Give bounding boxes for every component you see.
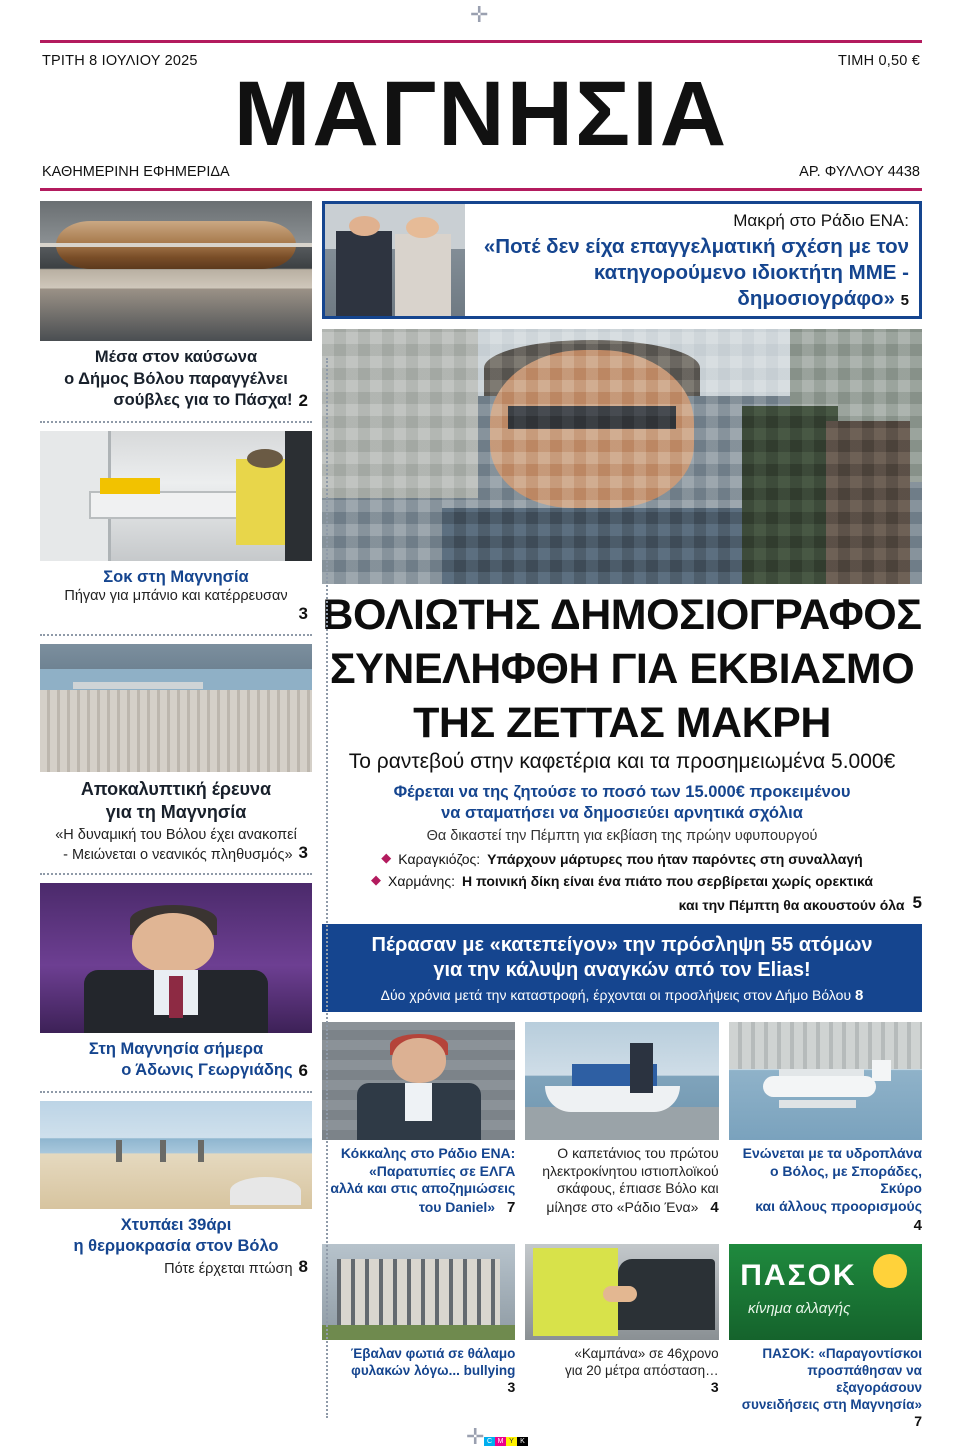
- pasok-logo-photo: [729, 1244, 922, 1340]
- pasok-logo-subtext: κίνημα αλλαγής: [747, 1299, 851, 1317]
- seaplane-photo: [729, 1022, 922, 1140]
- teaser-prison-page: 3: [507, 1379, 516, 1396]
- teaser-research-sub2: - Μειώνεται ο νεανικός πληθυσμός»: [63, 846, 293, 863]
- teaser-georgiadis-line2: ο Άδωνις Γεωργιάδης: [121, 1061, 293, 1079]
- issue-date: ΤΡΙΤΗ 8 ΙΟΥΛΙΟΥ 2025: [42, 53, 198, 69]
- main-bullets: [322, 850, 922, 914]
- teaser-seaplane[interactable]: [729, 1022, 922, 1235]
- teaser-sailboat[interactable]: [525, 1022, 718, 1235]
- diamond-bullet-icon: ◆: [381, 849, 392, 865]
- blue-box-line2: για την κάλυψη αναγκών από τον Elias!: [433, 959, 811, 982]
- page-content: [40, 201, 922, 1430]
- cmyk-k: K: [517, 1437, 528, 1446]
- teaser-heat-page: 8: [298, 1257, 308, 1277]
- bullet-speaker-2: Χαρμάνης:: [388, 873, 455, 890]
- teaser-research-sub1: «Η δυναμική του Βόλου έχει ανακοπεί: [55, 826, 297, 843]
- prison-photo: [322, 1244, 515, 1340]
- main-lead-line2: να σταματήσει να δημοσιεύει αρνητικά σχόλια: [441, 804, 803, 823]
- blue-box-subline-row: [334, 987, 910, 1004]
- teaser-shock-subline: Πήγαν για μπάνιο και κατέρρευσαν: [64, 587, 288, 604]
- teaser-georgiadis[interactable]: [40, 883, 312, 1083]
- banner-headline-line1: «Ποτέ δεν είχα επαγγελματική σχέση με τον: [483, 235, 909, 259]
- teaser-traffic-fine[interactable]: [525, 1244, 718, 1431]
- cmyk-y: Y: [506, 1437, 517, 1446]
- teaser-traffic-page: 3: [710, 1379, 719, 1396]
- teaser-research-line2: για τη Μαγνησία: [105, 801, 247, 822]
- teaser-seaplane-line1: Ενώνεται με τα υδροπλάνα: [742, 1144, 922, 1161]
- banner-headline-line2-row: [475, 260, 909, 311]
- main-headline-line3: ΤΗΣ ΖΕΤΤΑΣ ΜΑΚΡΗ: [413, 699, 831, 748]
- ambulance-photo: [40, 431, 312, 561]
- teaser-sailboat-line1: Ο καπετάνιος του πρώτου: [557, 1144, 719, 1161]
- column-divider: [326, 358, 328, 1418]
- teaser-prison-line1: Έβαλαν φωτιά σε θάλαμο: [350, 1346, 516, 1362]
- right-column: [322, 201, 922, 1430]
- diamond-bullet-icon: ◆: [371, 872, 381, 888]
- teaser-kokkalis[interactable]: [322, 1022, 515, 1235]
- masthead: [40, 40, 922, 191]
- pasok-sun-icon: [873, 1254, 907, 1288]
- teaser-pasok-line2: προσπάθησαν να εξαγοράσουν: [807, 1363, 922, 1396]
- teaser-heat-line1: Χτυπάει 39άρι: [120, 1216, 232, 1235]
- teaser-seaplane-page: 4: [913, 1216, 922, 1234]
- beach-photo: [40, 1101, 312, 1209]
- blurred-journalist-photo: [322, 329, 922, 584]
- teaser-kokkalis-line3: αλλά και στις αποζημιώσεις: [330, 1180, 516, 1197]
- teaser-sailboat-line4: μίλησε στο «Ράδιο Ένα»: [546, 1199, 699, 1216]
- teaser-souvla-line1: Μέσα στον καύσωνα: [94, 348, 258, 367]
- main-headline-line1: ΒΟΛΙΩΤΗΣ ΔΗΜΟΣΙΟΓΡΑΦΟΣ: [322, 591, 922, 640]
- souvla-photo: [40, 201, 312, 341]
- bullet-tail-row: [322, 892, 922, 914]
- main-story-page: 5: [912, 893, 922, 913]
- sailboat-photo: [525, 1022, 718, 1140]
- pasok-logo-text: ΠΑΣΟΚ: [740, 1259, 857, 1293]
- divider: [40, 1091, 312, 1093]
- teaser-pasok-line1: ΠΑΣΟΚ: «Παραγοντίσκοι: [762, 1346, 922, 1362]
- teaser-seaplane-line3: και άλλους προορισμούς: [755, 1198, 922, 1215]
- teaser-prison-line2: φυλακών λόγω... bullying: [351, 1363, 516, 1379]
- teaser-seaplane-line2: ο Βόλος, με Σποράδες, Σκύρο: [769, 1162, 922, 1197]
- blue-box-subline: Δύο χρόνια μετά την καταστροφή, έρχονται οι προσλήψεις στον Δήμο Βόλου: [380, 986, 852, 1003]
- teaser-sailboat-line2: ηλεκτροκίνητου ιστιοπλοϊκού: [542, 1162, 719, 1179]
- newspaper-page: [40, 40, 922, 1430]
- teaser-pasok-page: 7: [914, 1413, 922, 1430]
- teaser-row-2: [322, 1244, 922, 1431]
- masthead-bottom-rule: [40, 188, 922, 191]
- teaser-shock-headline: Σοκ στη Μαγνησία: [103, 567, 249, 586]
- blue-box-line1: Πέρασαν με «κατεπείγον» την πρόσληψη 55 ατόμων: [371, 934, 873, 957]
- makri-banner-photo: [325, 204, 465, 316]
- teaser-sailboat-line3: σκάφους, έπιασε Βόλο και: [556, 1180, 719, 1197]
- main-story[interactable]: [322, 329, 922, 914]
- newspaper-title: ΜΑΓΝΗΣΙΑ: [233, 63, 729, 165]
- bullet-speaker-1: Καραγκιόζος:: [398, 850, 481, 867]
- volos-aerial-photo: [40, 644, 312, 772]
- crop-mark-top: ✛: [470, 2, 489, 27]
- newspaper-descriptor: ΚΑΘΗΜΕΡΙΝΗ ΕΦΗΜΕΡΙΔΑ: [42, 164, 230, 181]
- main-subhead: Το ραντεβού στην καφετέρια και τα προσημειωμένα 5.000€: [348, 749, 896, 773]
- teaser-pasok[interactable]: [729, 1244, 922, 1431]
- georgiadis-photo: [40, 883, 312, 1033]
- teaser-shock[interactable]: [40, 431, 312, 626]
- bullet-text-1: Υπάρχουν μάρτυρες που ήταν παρόντες στη συναλλαγή: [487, 850, 863, 867]
- main-headline-line2: ΣΥΝΕΛΗΦΘΗ ΓΙΑ ΕΚΒΙΑΣΜΟ: [329, 645, 915, 694]
- teaser-kokkalis-line4: του Daniel»: [418, 1199, 496, 1216]
- teaser-row-1: [322, 1022, 922, 1235]
- teaser-traffic-line1: «Καμπάνα» σε 46χρονο: [574, 1346, 719, 1362]
- divider: [40, 634, 312, 636]
- banner-kicker: Μακρή στο Ράδιο ΕΝΑ:: [733, 211, 909, 231]
- teaser-pasok-line3: συνειδήσεις στη Μαγνησία»: [741, 1397, 922, 1413]
- cmyk-m: M: [495, 1437, 506, 1446]
- teaser-souvla-page: 2: [298, 390, 308, 410]
- teaser-sailboat-page: 4: [710, 1199, 719, 1217]
- teaser-souvla-line2: ο Δήμος Βόλου παραγγέλνει: [64, 369, 288, 388]
- teaser-shock-page: 3: [298, 603, 308, 623]
- teaser-research[interactable]: [40, 644, 312, 865]
- teaser-kokkalis-line1: Κόκκαλης στο Ράδιο ΕΝΑ:: [340, 1144, 516, 1161]
- top-banner-makri[interactable]: [322, 201, 922, 319]
- kokkalis-photo: [322, 1022, 515, 1140]
- teaser-georgiadis-page: 6: [298, 1061, 308, 1081]
- left-column: [40, 201, 312, 1430]
- teaser-heat[interactable]: [40, 1101, 312, 1279]
- teaser-souvla-line3: σούβλες για το Πάσχα!: [113, 390, 293, 409]
- teaser-heat-line2: η θερμοκρασία στον Βόλο: [73, 1237, 279, 1256]
- main-lead-line1: Φέρεται να της ζητούσε το ποσό των 15.000€ προκειμένου: [393, 782, 851, 801]
- divider: [40, 873, 312, 875]
- banner-headline-line2: κατηγορούμενο ιδιοκτήτη ΜΜΕ - δημοσιογράφο»: [593, 261, 909, 310]
- main-lead-note: Θα δικαστεί την Πέμπτη για εκβίαση της πρώην υφυπουργού: [426, 827, 818, 844]
- banner-page: 5: [900, 291, 909, 309]
- teaser-heat-subline: Πότε έρχεται πτώση: [164, 1261, 293, 1278]
- issue-price: ΤΙΜΗ 0,50 €: [838, 53, 920, 69]
- bullet-item: [322, 850, 922, 868]
- traffic-police-photo: [525, 1244, 718, 1340]
- teaser-research-line1: Αποκαλυπτική έρευνα: [80, 778, 272, 799]
- issue-number: ΑΡ. ΦΥΛΛΟΥ 4438: [799, 164, 920, 181]
- teaser-prison[interactable]: [322, 1244, 515, 1431]
- blue-box-page: 8: [855, 986, 864, 1004]
- divider: [40, 421, 312, 423]
- teaser-traffic-line2: για 20 μέτρα απόσταση…: [564, 1363, 719, 1379]
- teaser-georgiadis-line1: Στη Μαγνησία σήμερα: [88, 1039, 264, 1058]
- bullet-item: [322, 872, 922, 890]
- teaser-research-page: 3: [298, 842, 308, 862]
- blue-box-hiring[interactable]: [322, 924, 922, 1012]
- teaser-souvla[interactable]: [40, 201, 312, 412]
- teaser-kokkalis-page: 7: [506, 1199, 516, 1217]
- cmyk-registration-bar: [484, 1437, 528, 1446]
- crop-mark-bottom: ✛: [466, 1424, 485, 1449]
- cmyk-c: C: [484, 1437, 495, 1446]
- teaser-kokkalis-line2: «Παρατυπίες σε ΕΛΓΑ: [368, 1162, 516, 1179]
- bullet-text-2: Η ποινική δίκη είναι ένα πιάτο που σερβίρεται χωρίς ορεκτικά: [461, 873, 873, 890]
- bullet-tail: και την Πέμπτη θα ακουστούν όλα: [678, 897, 905, 914]
